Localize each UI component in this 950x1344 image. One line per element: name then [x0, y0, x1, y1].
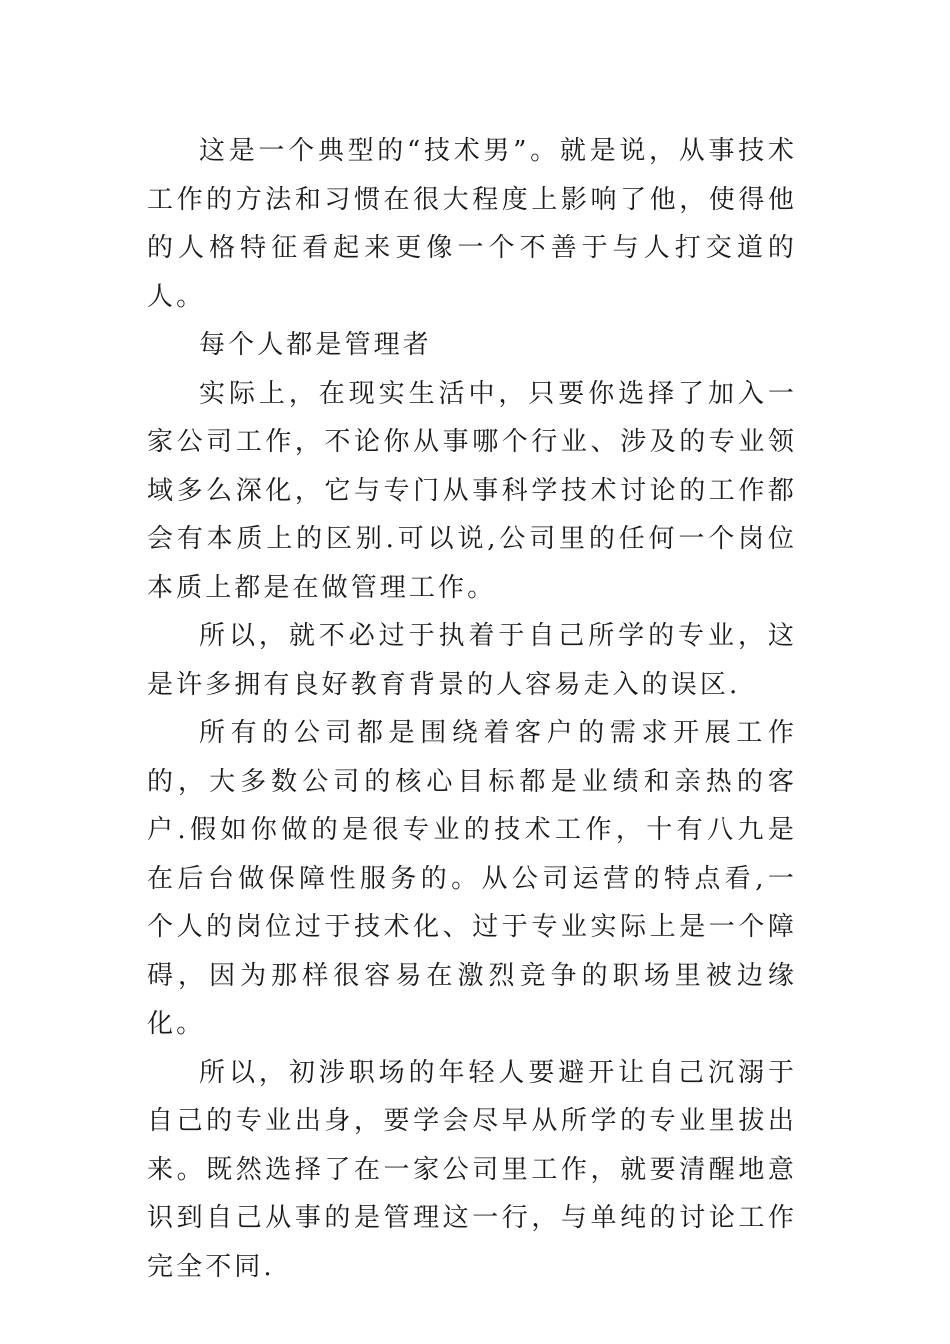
paragraph-tech-guy: 这是一个典型的“技术男”。就是说，从事技术工作的方法和习惯在很大程度上影响了他，使得他的人格特征看起来更像一个不善于与人打交道的人。: [147, 136, 797, 312]
paragraph-young-professionals: 所以，初涉职场的年轻人要避开让自己沉溺于自己的专业出身，要学会尽早从所学的专业里拔出来。既然选择了在一家公司里工作，就要清醒地意识到自己从事的是管理这一行，与单纯的讨论工作完全不同.: [147, 1057, 797, 1282]
section-heading: 每个人都是管理者: [199, 330, 432, 360]
paragraph-customer-focus: 所有的公司都是围绕着客户的需求开展工作的，大多数公司的核心目标都是业绩和亲热的客户.假如你做的是很专业的技术工作，十有八九是在后台做保障性服务的。从公司运营的特点看,一个人的岗位过于技术化、过于专业实际上是一个障碍，因为那样很容易在激烈竞争的职场里被边缘化。: [147, 718, 797, 1039]
paragraph-management-work: 实际上，在现实生活中，只要你选择了加入一家公司工作，不论你从事哪个行业、涉及的专业领域多么深化，它与专门从事科学技术讨论的工作都会有本质上的区别.可以说,公司里的任何一个岗位本质上都是在做管理工作。: [147, 378, 797, 603]
document-body: [147, 127, 797, 1291]
paragraph-not-stuck-on-major: 所以，就不必过于执着于自己所学的专业，这是许多拥有良好教育背景的人容易走入的误区.: [147, 621, 797, 700]
